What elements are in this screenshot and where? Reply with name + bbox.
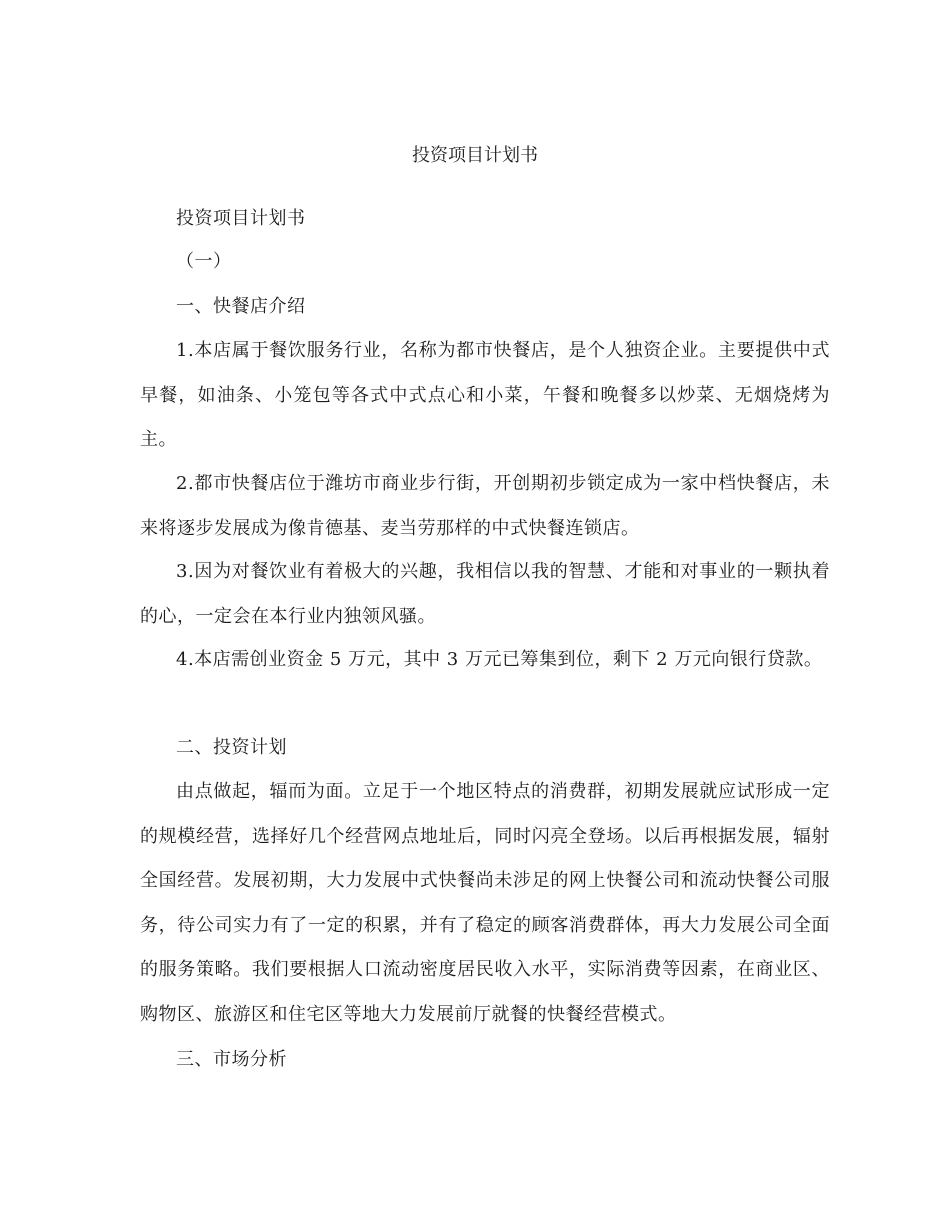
heading-investment-plan: 二、投资计划 [176, 737, 287, 758]
document-title: 投资项目计划书 [412, 145, 538, 166]
paragraph-investment-plan: 由点做起，辐而为面。立足于一个地区特点的消费群，初期发展就应试形成一定的规模经营，选择好几个经营网点地址后，同时闪亮全登场。以后再根据发展，辐射全国经营。发展初期，大力发展中式快餐尚未涉足的网上快餐公司和流动快餐公司服务，待公司实力有了一定的积累，并有了稳定的顾客消费群体，再大力发展公司全面的服务策略。我们要根据人口流动密度居民收入水平，实际消费等因素，在商业区、购物区、旅游区和住宅区等地大力发展前厅就餐的快餐经营模式。 [140, 781, 830, 1025]
heading-restaurant-intro: 一、快餐店介绍 [176, 296, 306, 317]
section-number: （一） [176, 251, 232, 272]
paragraph-intro-4: 4.本店需创业资金 5 万元，其中 3 万元已筹集到位，剩下 2 万元向银行贷款。 [176, 649, 823, 670]
paragraph-intro-2: 2.都市快餐店位于潍坊市商业步行街，开创期初步锁定成为一家中档快餐店，未来将逐步发展成为像肯德基、麦当劳那样的中式快餐连锁店。 [140, 473, 830, 539]
paragraph-intro-1: 1.本店属于餐饮服务行业，名称为都市快餐店，是个人独资企业。主要提供中式早餐，如油条、小笼包等各式中式点心和小菜，午餐和晚餐多以炒菜、无烟烧烤为主。 [140, 340, 830, 450]
subtitle-paragraph: 投资项目计划书 [176, 208, 306, 229]
paragraph-intro-3: 3.因为对餐饮业有着极大的兴趣，我相信以我的智慧、才能和对事业的一颗执着的心，一定会在本行业内独领风骚。 [140, 561, 830, 627]
heading-market-analysis: 三、市场分析 [176, 1049, 287, 1070]
